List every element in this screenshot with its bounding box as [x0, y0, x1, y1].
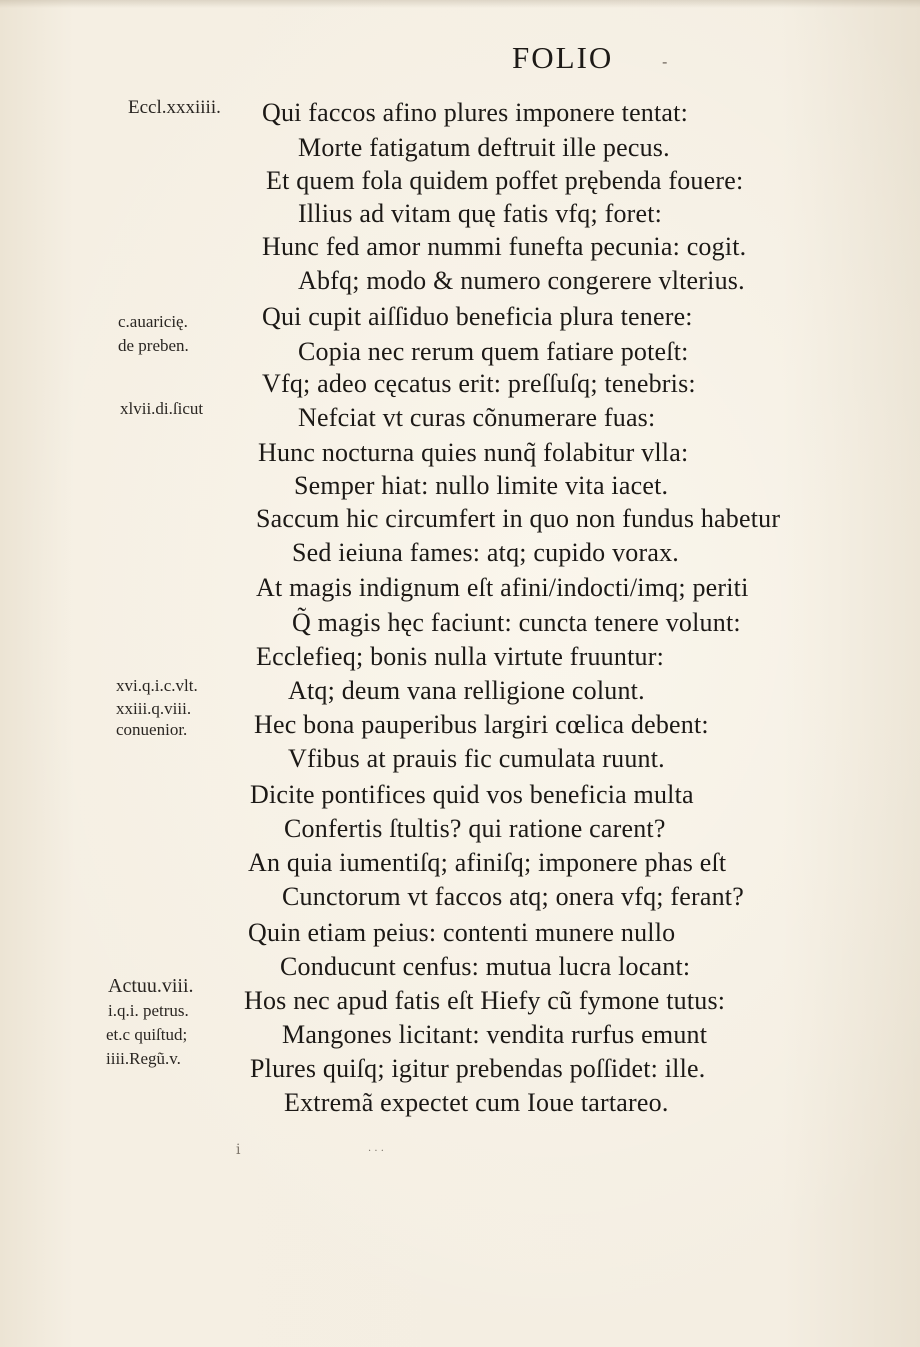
- verse-line: Q̃ magis hęc faciunt: cuncta tenere volunt:: [292, 608, 741, 637]
- verse-line: Illius ad vitam quę fatis vfq; foret:: [298, 199, 663, 228]
- verse-line: An quia iumentiſq; afiniſq; imponere phas eſt: [248, 848, 727, 877]
- margin-note: conuenior.: [116, 720, 188, 739]
- margin-note: et.c quiſtud;: [106, 1025, 188, 1044]
- page-top-shadow: [0, 0, 920, 8]
- margin-note: c.auaricię.: [118, 312, 188, 331]
- verse-line: Hos nec apud fatis eſt Hiefy cũ fymone tutus:: [244, 986, 726, 1015]
- verse-line: Saccum hic circumfert in quo non fundus habetur: [256, 504, 781, 533]
- verse-line: Qui cupit aiſſiduo beneficia plura tenere:: [262, 302, 693, 331]
- verse-line: Extremã expectet cum Ioue tartareo.: [284, 1088, 669, 1117]
- verse-line: At magis indignum eſt afini/indocti/imq; periti: [256, 573, 749, 602]
- verse-line: Nefciat vt curas cõnumerare fuas:: [298, 403, 656, 432]
- verse-line: Atq; deum vana relligione colunt.: [288, 676, 645, 705]
- verse-line: Ecclefieq; bonis nulla virtute fruuntur:: [256, 642, 664, 671]
- margin-note: de preben.: [118, 336, 189, 355]
- verse-line: Sed ieiuna fames: atq; cupido vorax.: [292, 538, 679, 567]
- verse-line: Quin etiam peius: contenti munere nullo: [248, 918, 676, 947]
- verse-line: Hunc fed amor nummi funefta pecunia: cogit.: [262, 232, 747, 261]
- folio-header: FOLIO: [512, 40, 614, 75]
- margin-note: Actuu.viii.: [108, 975, 194, 997]
- verse-line: Vfq; adeo cęcatus erit: preſſuſq; tenebris:: [262, 369, 696, 398]
- verse-line: Copia nec rerum quem fatiare poteſt:: [298, 337, 689, 366]
- stray-mark: · · ·: [368, 1146, 384, 1157]
- verse-line: Hunc nocturna quies nunq̃ folabitur vlla:: [258, 438, 689, 467]
- verse-line: Dicite pontifices quid vos beneficia multa: [250, 780, 694, 809]
- margin-note: xlvii.di.ſicut: [120, 399, 204, 418]
- margin-note: Eccl.xxxiiii.: [128, 97, 221, 118]
- verse-line: Conducunt cenfus: mutua lucra locant:: [280, 952, 691, 981]
- verse-line: Hec bona pauperibus largiri cœlica debent:: [254, 710, 709, 739]
- folio-mark: -: [662, 52, 668, 71]
- margin-note: xxiii.q.viii.: [116, 699, 192, 718]
- margin-note: iiii.Regũ.v.: [106, 1049, 181, 1068]
- verse-line: Mangones licitant: vendita rurfus emunt: [282, 1020, 708, 1049]
- verse-line: Plures quiſq; igitur prebendas poſſidet: ille.: [250, 1054, 706, 1083]
- verse-line: Semper hiat: nullo limite vita iacet.: [294, 471, 669, 500]
- stray-mark: i: [236, 1142, 241, 1158]
- verse-line: Qui faccos afino plures imponere tentat:: [262, 98, 689, 127]
- margin-note: i.q.i. petrus.: [108, 1001, 189, 1020]
- verse-line: Cunctorum vt faccos atq; onera vfq; ferant?: [282, 882, 744, 911]
- verse-line: Confertis ſtultis? qui ratione carent?: [284, 814, 666, 843]
- verse-line: Abfq; modo & numero congerere vlterius.: [298, 266, 745, 295]
- margin-note: xvi.q.i.c.vlt.: [116, 676, 198, 695]
- verse-line: Morte fatigatum deftruit ille pecus.: [298, 133, 670, 162]
- verse-line: Vfibus at prauis fic cumulata ruunt.: [288, 744, 665, 773]
- verse-line: Et quem fola quidem poffet prębenda fouere:: [266, 166, 744, 195]
